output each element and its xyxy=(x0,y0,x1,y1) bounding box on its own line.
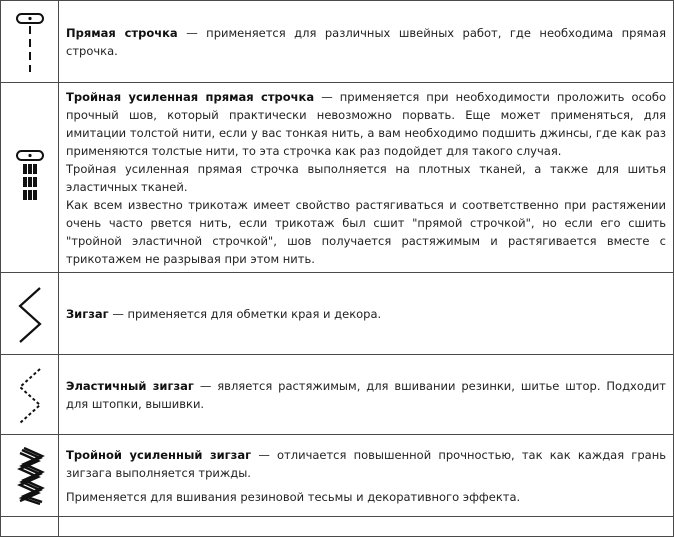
elastic-zigzag-stitch-icon xyxy=(10,365,50,425)
icon-cell xyxy=(1,83,59,273)
stitch-description: — является растяжимым, для вшивании резинки, шитье штор. Подходит для штопки, вышивки. xyxy=(66,378,667,411)
icon-cell xyxy=(1,1,59,83)
table-row xyxy=(1,355,674,435)
icon-cell xyxy=(1,435,59,517)
stitch-description: — применяется для различных швейных работ, где необходима прямая строчка. xyxy=(66,25,666,58)
stitch-description: — применяется для обметки края и декора. xyxy=(112,306,382,321)
stitch-description: Как всем известно трикотаж имеет свойство растягиваться и соответственно при растяжении очень часто рвется нить, если трикотаж был сшит "прямой строчкой", но если его сшить "тройной эластичной строчкой", шов получается растяжимым и растягивается вместе с трикотажем не разрывая при этом нить. xyxy=(66,197,666,266)
table-row xyxy=(1,273,674,355)
stitch-description: — применяется при необходимости проложить особо прочный шов, который практически невозможно порвать. Еще может применяться, для имитации толстой нити, если у вас тонкая нить, а вам необходимо подшить джинсы, где как раз применяются толстые нити, то эта строчка как раз подойдет для такого случая. xyxy=(66,89,667,158)
description-cell xyxy=(59,355,674,435)
description-cell xyxy=(59,1,674,83)
stitch-title: Эластичный зигзаг xyxy=(66,378,194,393)
icon-cell xyxy=(1,273,59,355)
description-cell xyxy=(59,435,674,517)
table-row xyxy=(1,83,674,273)
triple-zigzag-stitch-icon xyxy=(10,446,50,506)
triple-straight-stitch-icon xyxy=(10,149,50,207)
stitch-description: Тройная усиленная прямая строчка выполняется на плотных тканей, а также для шитья эластичных тканей. xyxy=(66,161,666,194)
zigzag-stitch-icon xyxy=(10,284,50,344)
icon-cell xyxy=(1,355,59,435)
stitch-description: Применяется для вшивания резиновой тесьмы и декоративного эффекта. xyxy=(66,489,521,504)
straight-stitch-icon xyxy=(10,12,50,72)
description-cell xyxy=(59,83,674,273)
stitch-title: Тройной усиленный зигзаг xyxy=(66,447,252,462)
description-cell xyxy=(59,273,674,355)
stitch-title: Прямая строчка xyxy=(66,25,178,40)
stitch-title: Зигзаг xyxy=(66,306,109,321)
table-row xyxy=(1,435,674,517)
table-row xyxy=(1,1,674,83)
stitch-title: Тройная усиленная прямая строчка xyxy=(66,89,315,104)
stitch-description: — отличается повышенной прочностью, так как каждая грань зигзага выполняется трижды. xyxy=(66,447,666,480)
